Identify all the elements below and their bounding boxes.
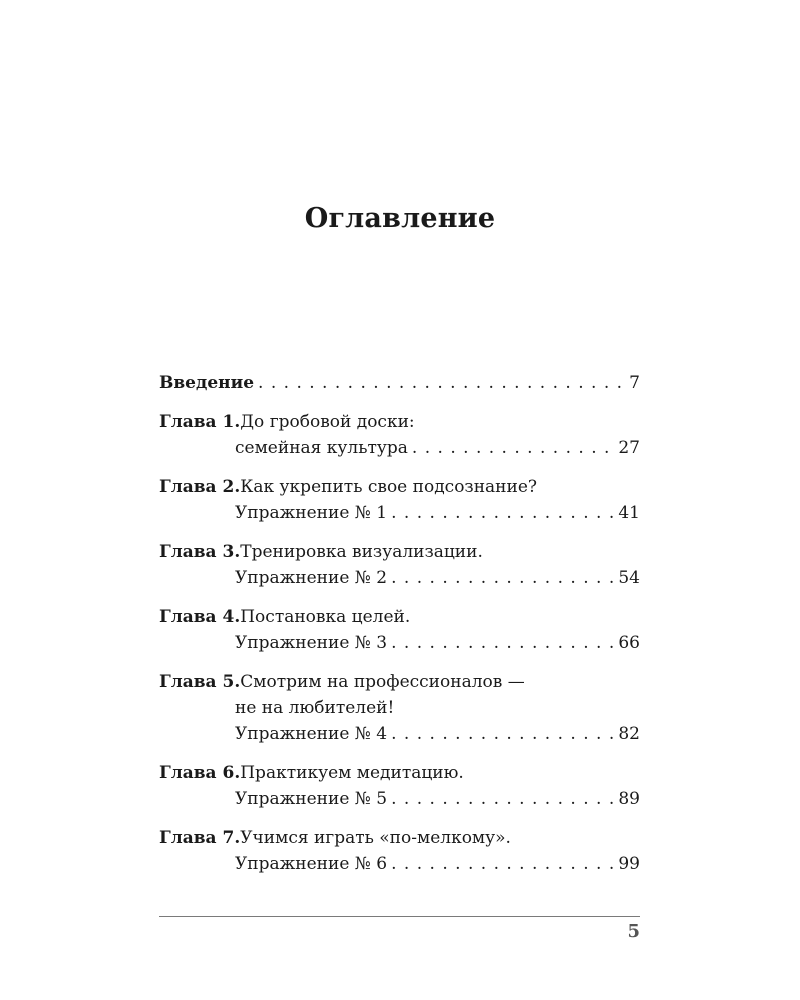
toc-entry-label: Введение [159,373,255,393]
toc-entry-subtitle: семейная культура [235,438,408,458]
toc-entry-label: Глава 3. [159,542,241,562]
toc-line [159,500,640,526]
toc-page-number: 82 [618,724,640,744]
toc-entry-title: Смотрим на профессионалов — [240,672,525,692]
toc-entry-label: Глава 1. [159,412,241,432]
dot-leader [391,565,615,591]
toc-page-number: 7 [629,373,640,393]
toc-entry-label: Глава 2. [159,477,241,497]
dot-leader [391,630,615,656]
toc-entry-title-continued: не на любителей! [235,698,395,718]
footer-rule [159,916,640,917]
toc-page-number: 41 [618,503,640,523]
toc-entry-title: Постановка целей. [240,607,411,627]
toc-entry-label: Глава 5. [159,672,241,692]
dot-leader [412,435,615,461]
toc-page-number: 99 [618,854,640,874]
toc-line [159,630,640,656]
toc-page-number: 27 [618,438,640,458]
toc-entry-title: Учимся играть «по-мелкому». [240,828,511,848]
toc-entry-exercise: Упражнение № 1 [235,503,388,523]
toc-line [159,721,640,747]
table-of-contents [159,370,640,877]
toc-entry-title: Тренировка визуализации. [240,542,483,562]
toc-entry-label: Глава 4. [159,607,241,627]
toc-entry-title: Как укрепить свое подсознание? [240,477,538,497]
toc-entry-exercise: Упражнение № 3 [235,633,388,653]
toc-line [159,825,640,851]
toc-line [159,539,640,565]
toc-entry-introduction[interactable] [159,370,640,396]
toc-entry-chapter-4[interactable] [159,604,640,656]
dot-leader [258,370,626,396]
toc-line [159,604,640,630]
toc-entry-exercise: Упражнение № 4 [235,724,388,744]
toc-entry-exercise: Упражнение № 5 [235,789,388,809]
toc-line [159,851,640,877]
toc-line [159,669,640,695]
toc-line [159,786,640,812]
toc-page-number: 89 [618,789,640,809]
toc-entry-chapter-6[interactable] [159,760,640,812]
toc-entry-exercise: Упражнение № 6 [235,854,388,874]
toc-entry-chapter-7[interactable] [159,825,640,877]
page-number: 5 [627,921,640,942]
toc-line [159,474,640,500]
dot-leader [391,786,615,812]
toc-page-number: 54 [618,568,640,588]
toc-entry-label: Глава 7. [159,828,241,848]
toc-line [159,409,640,435]
toc-entry-title: Практикуем медитацию. [240,763,464,783]
page-title: Оглавление [304,203,496,234]
dot-leader [391,851,615,877]
dot-leader [391,500,615,526]
toc-line [159,370,640,396]
toc-entry-title: До гробовой доски: [240,412,415,432]
toc-entry-exercise: Упражнение № 2 [235,568,388,588]
toc-line [159,695,640,721]
toc-entry-chapter-1[interactable] [159,409,640,461]
toc-line [159,760,640,786]
toc-line [159,435,640,461]
dot-leader [391,721,615,747]
toc-line [159,565,640,591]
toc-entry-chapter-5[interactable] [159,669,640,747]
toc-entry-chapter-2[interactable] [159,474,640,526]
toc-entry-label: Глава 6. [159,763,241,783]
toc-entry-chapter-3[interactable] [159,539,640,591]
toc-page-number: 66 [618,633,640,653]
